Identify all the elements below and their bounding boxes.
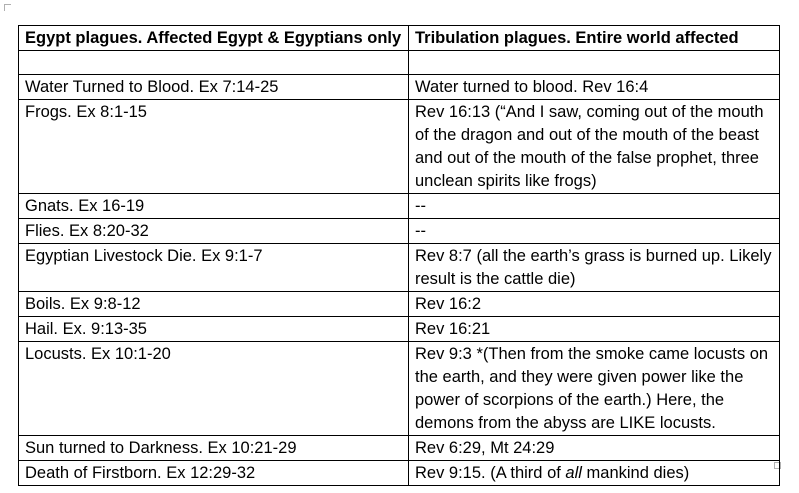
table-cell-egypt: Death of Firstborn. Ex 12:29-32: [19, 461, 409, 486]
header-egypt-plagues: Egypt plagues. Affected Egypt & Egyptians only: [19, 26, 409, 51]
table-row: [19, 75, 780, 100]
table-row: [19, 461, 780, 486]
table-cell-egypt: [19, 51, 409, 75]
table-row: [19, 219, 780, 244]
table-cell-egypt: Flies. Ex 8:20-32: [19, 219, 409, 244]
table-cell-egypt: Boils. Ex 9:8-12: [19, 292, 409, 317]
table-cell-egypt: Egyptian Livestock Die. Ex 9:1-7: [19, 244, 409, 292]
header-tribulation-plagues: Tribulation plagues. Entire world affected: [409, 26, 780, 51]
table-row: [19, 100, 780, 194]
table-cell-egypt: Water Turned to Blood. Ex 7:14-25: [19, 75, 409, 100]
plagues-comparison-table: [18, 25, 780, 486]
table-row: [19, 244, 780, 292]
table-cell-egypt: Sun turned to Darkness. Ex 10:21-29: [19, 436, 409, 461]
table-cell-tribulation: --: [409, 194, 780, 219]
table-cell-tribulation: Rev 16:21: [409, 317, 780, 342]
table-row: [19, 292, 780, 317]
table-row: [19, 317, 780, 342]
table-cell-tribulation: Rev 8:7 (all the earth’s grass is burned up. Likely result is the cattle die): [409, 244, 780, 292]
table-row: [19, 436, 780, 461]
cell-text-emphasis: all: [565, 464, 582, 482]
table-row: [19, 194, 780, 219]
table-cell-tribulation: Water turned to blood. Rev 16:4: [409, 75, 780, 100]
table-cell-tribulation: [409, 461, 780, 486]
table-cell-tribulation: Rev 16:13 (“And I saw, coming out of the mouth of the dragon and out of the mouth of the beast and out of the mouth of the false prophet, three unclean spirits like frogs): [409, 100, 780, 194]
table-row: [19, 51, 780, 75]
table-cell-tribulation: Rev 6:29, Mt 24:29: [409, 436, 780, 461]
table-header-row: [19, 26, 780, 51]
table-cell-egypt: Frogs. Ex 8:1-15: [19, 100, 409, 194]
table-cell-egypt: Hail. Ex. 9:13-35: [19, 317, 409, 342]
table-cell-egypt: Locusts. Ex 10:1-20: [19, 342, 409, 436]
table-row: [19, 342, 780, 436]
table-cell-tribulation: Rev 9:3 *(Then from the smoke came locusts on the earth, and they were given power like the power of scorpions of the earth.) Here, the demons from the abyss are LIKE locusts.: [409, 342, 780, 436]
cell-text-before: Rev 9:15. (A third of: [415, 464, 566, 482]
table-move-handle[interactable]: [4, 4, 11, 11]
table-cell-tribulation: --: [409, 219, 780, 244]
table-cell-egypt: Gnats. Ex 16-19: [19, 194, 409, 219]
table-cell-tribulation: Rev 16:2: [409, 292, 780, 317]
cell-text-after: mankind dies): [581, 464, 690, 482]
table-cell-tribulation: [409, 51, 780, 75]
